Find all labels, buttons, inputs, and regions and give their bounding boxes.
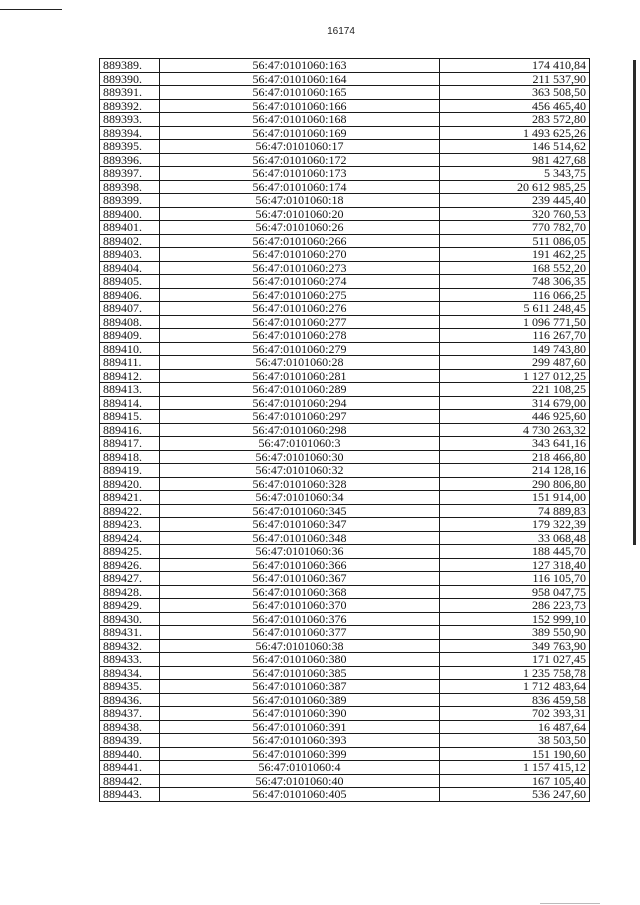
cadastral-number: 56:47:0101060:368 (160, 585, 440, 599)
row-number: 889428. (100, 585, 160, 599)
cadastral-value: 127 318,40 (440, 558, 590, 572)
cadastral-number: 56:47:0101060:377 (160, 626, 440, 640)
row-number: 889418. (100, 450, 160, 464)
row-number: 889422. (100, 504, 160, 518)
table-row (100, 774, 590, 788)
row-number: 889438. (100, 720, 160, 734)
cadastral-number: 56:47:0101060:32 (160, 464, 440, 478)
row-number: 889398. (100, 180, 160, 194)
cadastral-value: 179 322,39 (440, 518, 590, 532)
table-row (100, 423, 590, 437)
row-number: 889390. (100, 72, 160, 86)
cadastral-value: 116 066,25 (440, 288, 590, 302)
cadastral-number: 56:47:0101060:367 (160, 572, 440, 586)
table-row (100, 626, 590, 640)
row-number: 889403. (100, 248, 160, 262)
cadastral-value: 211 537,90 (440, 72, 590, 86)
cadastral-value: 446 925,60 (440, 410, 590, 424)
row-number: 889410. (100, 342, 160, 356)
row-number: 889415. (100, 410, 160, 424)
cadastral-value: 146 514,62 (440, 140, 590, 154)
table-row (100, 612, 590, 626)
cadastral-value: 1 127 012,25 (440, 369, 590, 383)
table-row (100, 639, 590, 653)
table-row (100, 302, 590, 316)
cadastral-number: 56:47:0101060:297 (160, 410, 440, 424)
cadastral-value: 299 487,60 (440, 356, 590, 370)
row-number: 889436. (100, 693, 160, 707)
row-number: 889443. (100, 788, 160, 802)
row-number: 889431. (100, 626, 160, 640)
cadastral-number: 56:47:0101060:281 (160, 369, 440, 383)
table-row (100, 221, 590, 235)
cadastral-value: 149 743,80 (440, 342, 590, 356)
row-number: 889407. (100, 302, 160, 316)
table-row (100, 59, 590, 73)
cadastral-value: 191 462,25 (440, 248, 590, 262)
cadastral-number: 56:47:0101060:294 (160, 396, 440, 410)
table-row (100, 315, 590, 329)
table-row (100, 558, 590, 572)
cadastral-number: 56:47:0101060:168 (160, 113, 440, 127)
row-number: 889394. (100, 126, 160, 140)
row-number: 889440. (100, 747, 160, 761)
row-number: 889391. (100, 86, 160, 100)
table-row (100, 369, 590, 383)
cadastral-number: 56:47:0101060:18 (160, 194, 440, 208)
cadastral-value: 214 128,16 (440, 464, 590, 478)
cadastral-number: 56:47:0101060:348 (160, 531, 440, 545)
cadastral-number: 56:47:0101060:391 (160, 720, 440, 734)
cadastral-value: 1 493 625,26 (440, 126, 590, 140)
cadastral-number: 56:47:0101060:347 (160, 518, 440, 532)
table-row (100, 734, 590, 748)
cadastral-number: 56:47:0101060:38 (160, 639, 440, 653)
cadastral-value: 4 730 263,32 (440, 423, 590, 437)
table-row (100, 410, 590, 424)
table-row (100, 153, 590, 167)
cadastral-number: 56:47:0101060:163 (160, 59, 440, 73)
table-row (100, 140, 590, 154)
table-row (100, 680, 590, 694)
table-row (100, 342, 590, 356)
table-row (100, 126, 590, 140)
cadastral-number: 56:47:0101060:166 (160, 99, 440, 113)
cadastral-number: 56:47:0101060:277 (160, 315, 440, 329)
cadastral-value: 343 641,16 (440, 437, 590, 451)
table-row (100, 383, 590, 397)
row-number: 889419. (100, 464, 160, 478)
row-number: 889437. (100, 707, 160, 721)
cadastral-number: 56:47:0101060:380 (160, 653, 440, 667)
table-row (100, 86, 590, 100)
cadastral-value: 349 763,90 (440, 639, 590, 653)
scan-edge-shadow (633, 60, 636, 545)
table-row (100, 275, 590, 289)
cadastral-value: 981 427,68 (440, 153, 590, 167)
cadastral-number: 56:47:0101060:34 (160, 491, 440, 505)
cadastral-number: 56:47:0101060:376 (160, 612, 440, 626)
table-row (100, 329, 590, 343)
cadastral-number: 56:47:0101060:298 (160, 423, 440, 437)
cadastral-number: 56:47:0101060:173 (160, 167, 440, 181)
cadastral-value: 188 445,70 (440, 545, 590, 559)
table-row (100, 531, 590, 545)
cadastral-value: 1 157 415,12 (440, 761, 590, 775)
cadastral-number: 56:47:0101060:36 (160, 545, 440, 559)
table-row (100, 261, 590, 275)
cadastral-value: 363 508,50 (440, 86, 590, 100)
table-row (100, 693, 590, 707)
cadastral-value: 1 712 483,64 (440, 680, 590, 694)
cadastral-value: 16 487,64 (440, 720, 590, 734)
table-row (100, 491, 590, 505)
row-number: 889416. (100, 423, 160, 437)
row-number: 889439. (100, 734, 160, 748)
cadastral-number: 56:47:0101060:366 (160, 558, 440, 572)
cadastral-number: 56:47:0101060:165 (160, 86, 440, 100)
row-number: 889435. (100, 680, 160, 694)
cadastral-number: 56:47:0101060:270 (160, 248, 440, 262)
row-number: 889441. (100, 761, 160, 775)
cadastral-value: 167 105,40 (440, 774, 590, 788)
table-row (100, 113, 590, 127)
cadastral-number: 56:47:0101060:276 (160, 302, 440, 316)
cadastral-number: 56:47:0101060:169 (160, 126, 440, 140)
row-number: 889389. (100, 59, 160, 73)
table-row (100, 720, 590, 734)
row-number: 889442. (100, 774, 160, 788)
row-number: 889404. (100, 261, 160, 275)
row-number: 889427. (100, 572, 160, 586)
cadastral-value: 5 343,75 (440, 167, 590, 181)
row-number: 889397. (100, 167, 160, 181)
table-row (100, 761, 590, 775)
table-row (100, 666, 590, 680)
row-number: 889406. (100, 288, 160, 302)
cadastral-value: 702 393,31 (440, 707, 590, 721)
cadastral-value: 38 503,50 (440, 734, 590, 748)
cadastral-value: 171 027,45 (440, 653, 590, 667)
row-number: 889433. (100, 653, 160, 667)
table-row (100, 653, 590, 667)
cadastral-number: 56:47:0101060:30 (160, 450, 440, 464)
row-number: 889402. (100, 234, 160, 248)
cadastral-number: 56:47:0101060:387 (160, 680, 440, 694)
cadastral-value: 283 572,80 (440, 113, 590, 127)
row-number: 889409. (100, 329, 160, 343)
cadastral-value: 116 105,70 (440, 572, 590, 586)
table-row (100, 194, 590, 208)
row-number: 889400. (100, 207, 160, 221)
cadastral-number: 56:47:0101060:328 (160, 477, 440, 491)
cadastral-value: 320 760,53 (440, 207, 590, 221)
cadastral-value: 152 999,10 (440, 612, 590, 626)
table-row (100, 572, 590, 586)
row-number: 889392. (100, 99, 160, 113)
table-row (100, 747, 590, 761)
cadastral-number: 56:47:0101060:399 (160, 747, 440, 761)
cadastral-number: 56:47:0101060:389 (160, 693, 440, 707)
cadastral-value-table (99, 58, 590, 802)
cadastral-value: 1 235 758,78 (440, 666, 590, 680)
cadastral-number: 56:47:0101060:278 (160, 329, 440, 343)
cadastral-number: 56:47:0101060:172 (160, 153, 440, 167)
cadastral-value: 286 223,73 (440, 599, 590, 613)
cadastral-value: 290 806,80 (440, 477, 590, 491)
cadastral-value: 168 552,20 (440, 261, 590, 275)
cadastral-number: 56:47:0101060:390 (160, 707, 440, 721)
table-row (100, 356, 590, 370)
scan-edge-mark (540, 903, 600, 904)
row-number: 889413. (100, 383, 160, 397)
cadastral-value: 218 466,80 (440, 450, 590, 464)
row-number: 889396. (100, 153, 160, 167)
cadastral-value: 221 108,25 (440, 383, 590, 397)
table-row (100, 504, 590, 518)
table-row (100, 464, 590, 478)
cadastral-number: 56:47:0101060:393 (160, 734, 440, 748)
cadastral-number: 56:47:0101060:405 (160, 788, 440, 802)
cadastral-value: 116 267,70 (440, 329, 590, 343)
table-row (100, 234, 590, 248)
cadastral-number: 56:47:0101060:275 (160, 288, 440, 302)
cadastral-value: 456 465,40 (440, 99, 590, 113)
row-number: 889429. (100, 599, 160, 613)
cadastral-value: 389 550,90 (440, 626, 590, 640)
row-number: 889401. (100, 221, 160, 235)
cadastral-number: 56:47:0101060:289 (160, 383, 440, 397)
table-row (100, 180, 590, 194)
row-number: 889424. (100, 531, 160, 545)
cadastral-value: 748 306,35 (440, 275, 590, 289)
row-number: 889412. (100, 369, 160, 383)
table-row (100, 437, 590, 451)
table-row (100, 207, 590, 221)
cadastral-number: 56:47:0101060:370 (160, 599, 440, 613)
row-number: 889417. (100, 437, 160, 451)
cadastral-value: 5 611 248,45 (440, 302, 590, 316)
row-number: 889414. (100, 396, 160, 410)
row-number: 889411. (100, 356, 160, 370)
table-row (100, 788, 590, 802)
table-row (100, 396, 590, 410)
cadastral-value: 511 086,05 (440, 234, 590, 248)
cadastral-number: 56:47:0101060:273 (160, 261, 440, 275)
table-row (100, 599, 590, 613)
row-number: 889430. (100, 612, 160, 626)
row-number: 889421. (100, 491, 160, 505)
row-number: 889399. (100, 194, 160, 208)
cadastral-value: 74 889,83 (440, 504, 590, 518)
cadastral-value: 314 679,00 (440, 396, 590, 410)
cadastral-value: 836 459,58 (440, 693, 590, 707)
row-number: 889408. (100, 315, 160, 329)
cadastral-number: 56:47:0101060:279 (160, 342, 440, 356)
cadastral-value: 770 782,70 (440, 221, 590, 235)
cadastral-number: 56:47:0101060:40 (160, 774, 440, 788)
table-row (100, 707, 590, 721)
cadastral-value: 33 068,48 (440, 531, 590, 545)
row-number: 889393. (100, 113, 160, 127)
cadastral-number: 56:47:0101060:174 (160, 180, 440, 194)
table-row (100, 288, 590, 302)
cadastral-value: 958 047,75 (440, 585, 590, 599)
row-number: 889426. (100, 558, 160, 572)
cadastral-value: 536 247,60 (440, 788, 590, 802)
scan-edge-line (0, 9, 62, 10)
cadastral-value: 20 612 985,25 (440, 180, 590, 194)
table-row (100, 545, 590, 559)
table-body (100, 59, 590, 802)
cadastral-value: 151 914,00 (440, 491, 590, 505)
cadastral-number: 56:47:0101060:4 (160, 761, 440, 775)
table-row (100, 585, 590, 599)
table-row (100, 167, 590, 181)
row-number: 889405. (100, 275, 160, 289)
cadastral-number: 56:47:0101060:3 (160, 437, 440, 451)
cadastral-value: 174 410,84 (440, 59, 590, 73)
cadastral-value: 239 445,40 (440, 194, 590, 208)
table-row (100, 99, 590, 113)
row-number: 889423. (100, 518, 160, 532)
page-number: 16174 (327, 26, 355, 37)
row-number: 889432. (100, 639, 160, 653)
cadastral-number: 56:47:0101060:20 (160, 207, 440, 221)
cadastral-number: 56:47:0101060:164 (160, 72, 440, 86)
row-number: 889425. (100, 545, 160, 559)
cadastral-value: 1 096 771,50 (440, 315, 590, 329)
cadastral-number: 56:47:0101060:274 (160, 275, 440, 289)
row-number: 889434. (100, 666, 160, 680)
table-row (100, 450, 590, 464)
table-row (100, 248, 590, 262)
cadastral-number: 56:47:0101060:17 (160, 140, 440, 154)
cadastral-number: 56:47:0101060:266 (160, 234, 440, 248)
table-row (100, 518, 590, 532)
row-number: 889395. (100, 140, 160, 154)
cadastral-number: 56:47:0101060:385 (160, 666, 440, 680)
row-number: 889420. (100, 477, 160, 491)
cadastral-number: 56:47:0101060:26 (160, 221, 440, 235)
cadastral-number: 56:47:0101060:345 (160, 504, 440, 518)
cadastral-number: 56:47:0101060:28 (160, 356, 440, 370)
cadastral-value: 151 190,60 (440, 747, 590, 761)
table-row (100, 72, 590, 86)
table-row (100, 477, 590, 491)
